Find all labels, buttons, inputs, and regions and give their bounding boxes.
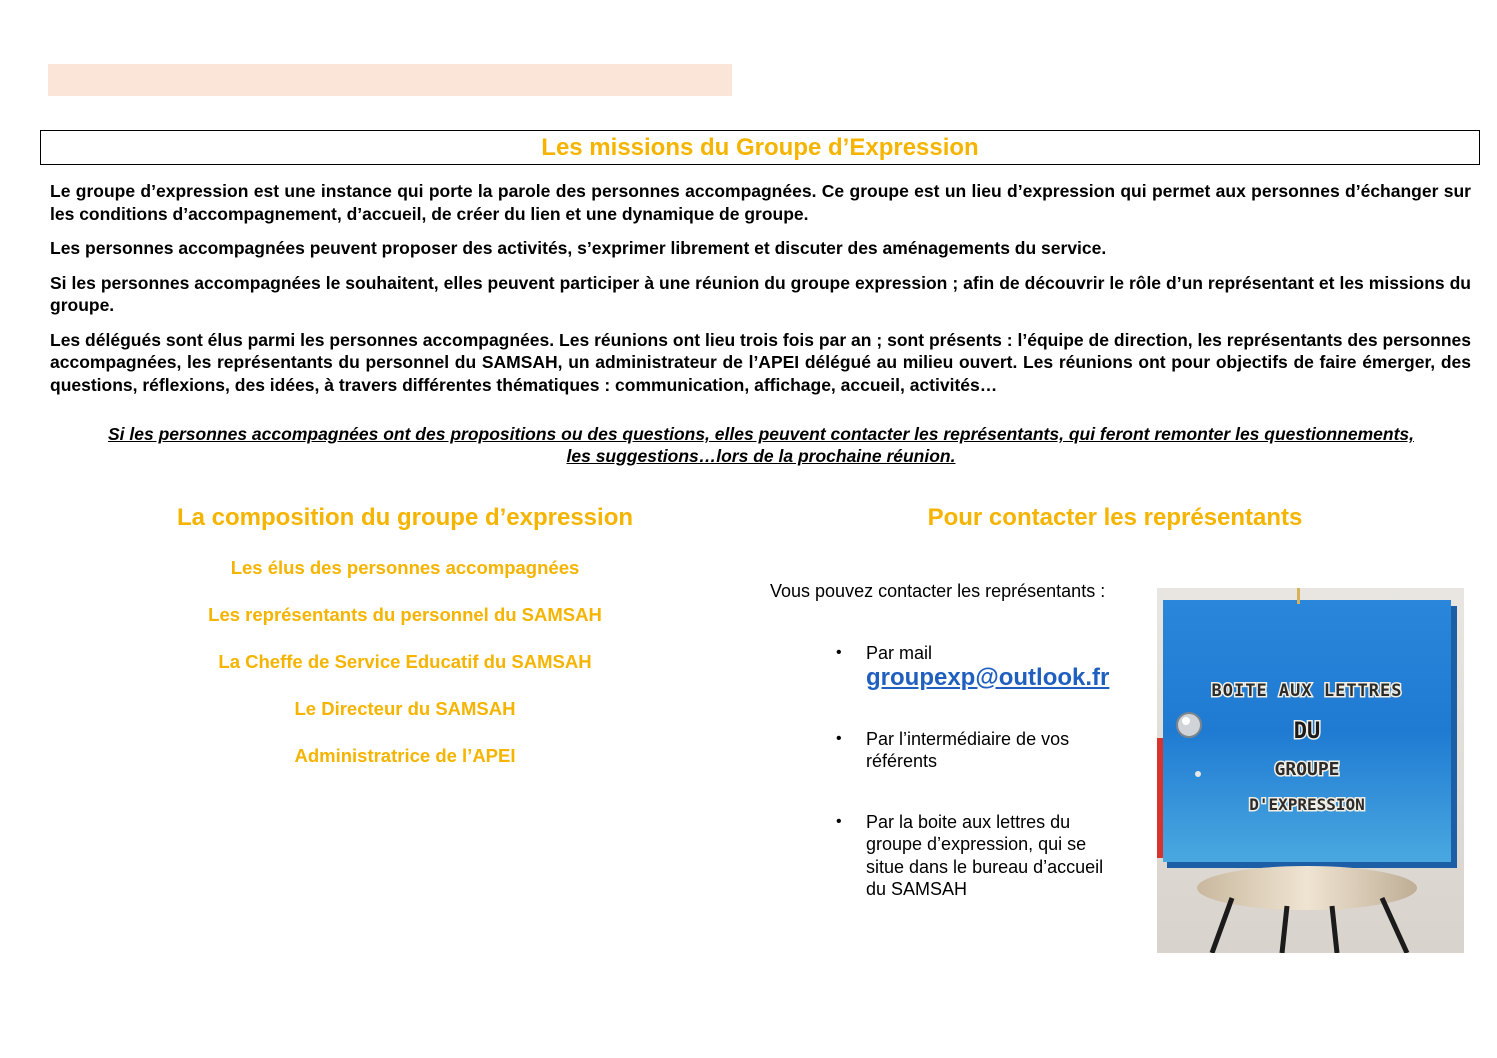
composition-item: Administratrice de l’APEI (294, 745, 516, 766)
page-title: Les missions du Groupe d’Expression (541, 133, 979, 161)
sign-line: GROUPE (1274, 759, 1340, 780)
composition-item: Les représentants du personnel du SAMSAH (208, 604, 602, 625)
sign-line: DU (1293, 719, 1321, 744)
composition-item: Le Directeur du SAMSAH (294, 698, 516, 719)
contact-item-referents (836, 728, 1126, 773)
sign-line: D'EXPRESSION (1249, 795, 1365, 814)
intro-paragraph: Si les personnes accompagnées le souhaitent, elles peuvent participer à une réunion du groupe expression ; afin de découvrir le rôle d’un représentant et les missions du groupe. (50, 272, 1471, 315)
composition-item: La Cheffe de Service Educatif du SAMSAH (218, 651, 592, 672)
contact-item-mail (836, 642, 1126, 691)
string (1297, 588, 1300, 604)
mailbox-text: Par la boite aux lettres du groupe d’expression, qui se situe dans le bureau d’accueil du SAMSAH (866, 811, 1104, 899)
intro-section (50, 180, 1471, 408)
composition-item: Les élus des personnes accompagnées (230, 557, 580, 578)
knob-icon (1177, 713, 1201, 737)
contact-heading: Pour contacter les représentants (927, 504, 1303, 531)
knob-highlight (1182, 717, 1190, 725)
bullet-icon: • (836, 729, 842, 747)
mailbox-photo (1157, 588, 1464, 953)
referents-text: Par l’intermédiaire de vos référents (866, 728, 1070, 771)
contact-item-mailbox (836, 811, 1126, 901)
contact-list (836, 642, 1126, 901)
intro-paragraph: Le groupe d’expression est une instance qui porte la parole des personnes accompagnées. Ce groupe est un lieu d’expression qui permet aux personnes d’échanger sur les conditions d’accompagnement, d’accueil, de créer du lien et une dynamique de groupe. (50, 181, 1471, 224)
header-band (48, 64, 732, 96)
composition-heading: La composition du groupe d’expression (176, 504, 634, 531)
email-link[interactable]: groupexp@outlook.fr (866, 663, 1110, 691)
composition-list (105, 556, 705, 791)
intro-paragraph: Les personnes accompagnées peuvent proposer des activités, s’exprimer librement et discuter des aménagements du service. (50, 238, 1107, 258)
sign-line: BOITE AUX LETTRES (1211, 681, 1403, 701)
mail-label: Par mail (866, 643, 933, 663)
bullet-icon: • (836, 812, 842, 830)
contact-notice: Si les personnes accompagnées ont des propositions ou des questions, elles peuvent contacter les représentants, qui feront remonter les questionnements, les suggestions…lors de la prochaine réunion. (107, 424, 1415, 466)
title-box (40, 130, 1480, 165)
screw-icon (1195, 771, 1201, 777)
intro-paragraph: Les délégués sont élus parmi les personnes accompagnées. Les réunions ont lieu trois fois par an ; sont présents : l’équipe de direction, les représentants des personnes accompagnées, les représentants du personnel du SAMSAH, un administrateur de l’APEI délégué au milieu ouvert. Les réunions ont pour objectifs de faire émerger, des questions, réflexions, des idées, à travers différentes thématiques : communication, affichage, accueil, activités… (50, 329, 1471, 395)
bullet-icon: • (836, 644, 842, 661)
contact-intro: Vous pouvez contacter les représentants : (770, 581, 1106, 601)
